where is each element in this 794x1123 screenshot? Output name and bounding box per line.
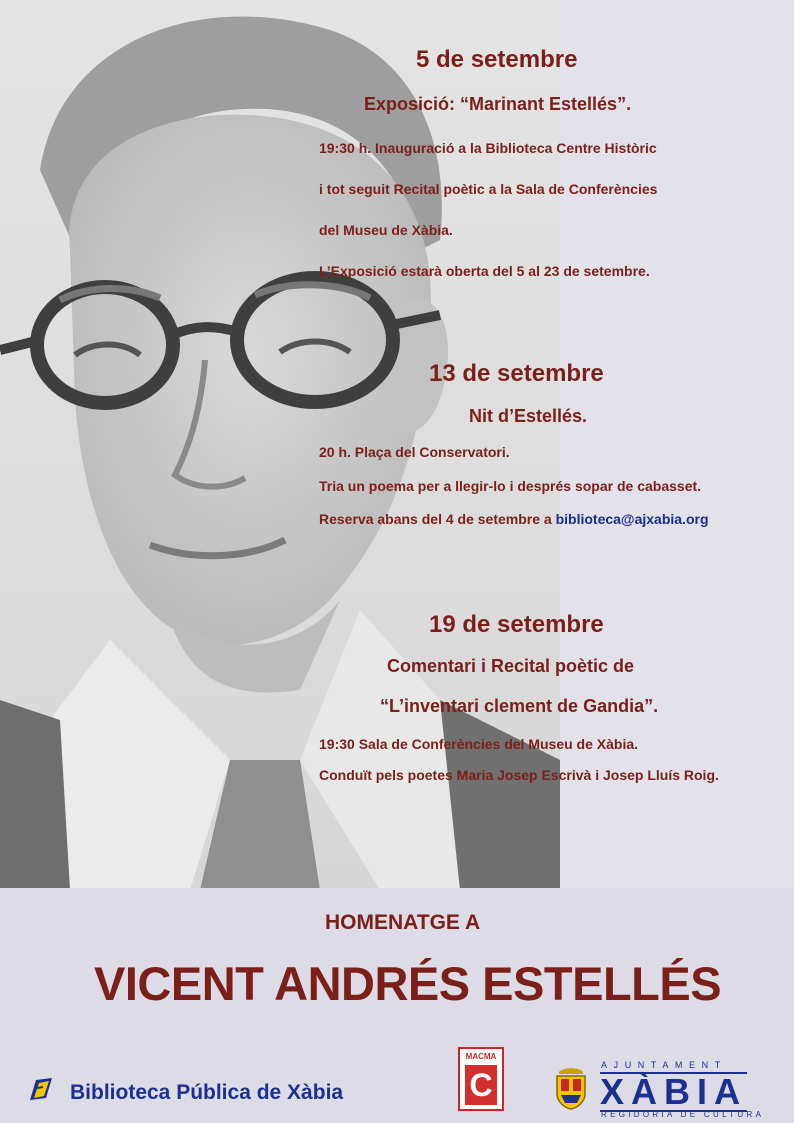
xabia-wordmark: XÀBIA	[600, 1071, 748, 1112]
event-1-line-4: L’Exposició estarà oberta del 5 al 23 de setembre.	[319, 263, 650, 279]
library-logo-icon	[28, 1076, 54, 1102]
xabia-shield-icon	[553, 1066, 589, 1110]
macma-logo	[458, 1047, 504, 1111]
email-link[interactable]: biblioteca@ajxabia.org	[555, 511, 709, 527]
event-3-date: 19 de setembre	[429, 611, 604, 638]
ajuntament-label: AJUNTAMENT	[601, 1060, 727, 1070]
event-3-line-1: 19:30 Sala de Conferències del Museu de Xàbia.	[319, 736, 639, 752]
event-1-subtitle: Exposició: “Marinant Estellés”.	[364, 94, 632, 114]
event-2-line-1: 20 h. Plaça del Conservatori.	[319, 444, 510, 460]
event-1-date: 5 de setembre	[416, 46, 578, 73]
event-3-subtitle-1: Comentari i Recital poètic de	[387, 656, 635, 676]
macma-letter: C	[465, 1065, 497, 1105]
event-1-line-2: i tot seguit Recital poètic a la Sala de Conferències	[319, 181, 658, 197]
event-2-subtitle: Nit d’Estellés.	[469, 406, 588, 426]
event-2-line-2: Tria un poema per a llegir-lo i després sopar de cabasset.	[319, 478, 702, 494]
event-1-line-1: 19:30 h. Inauguració a la Biblioteca Centre Històric	[319, 140, 657, 156]
event-3-line-2: Conduït pels poetes Maria Josep Escrivà i Josep Lluís Roig.	[319, 767, 719, 783]
homenatge-label: HOMENATGE A	[325, 911, 481, 934]
event-3-subtitle-2: “L’inventari clement de Gandia”.	[380, 696, 659, 716]
regidoria-label: REGIDORIA DE CULTURA	[601, 1110, 765, 1119]
library-name: Biblioteca Pública de Xàbia	[70, 1081, 344, 1104]
event-2-line-3	[319, 511, 709, 527]
event-2-date: 13 de setembre	[429, 360, 604, 387]
event-1-line-3: del Museu de Xàbia.	[319, 222, 453, 238]
macma-label: MACMA	[465, 1052, 497, 1061]
honoree-name: VICENT ANDRÉS ESTELLÉS	[94, 957, 722, 1010]
reservation-text: Reserva abans del 4 de setembre a	[319, 511, 552, 527]
